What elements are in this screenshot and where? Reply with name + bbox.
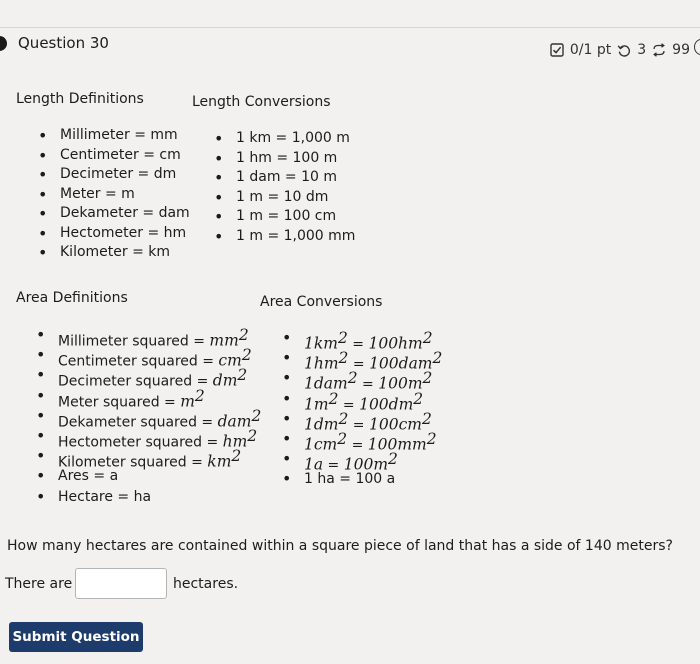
- length-definition-item: • Dekameter = dam: [38, 204, 190, 224]
- conversion-rhs: 100hm: [368, 334, 423, 353]
- length-conversion-item: • 1 m = 10 dm: [214, 188, 355, 208]
- exponent: 2: [421, 409, 432, 428]
- checkbox-icon: [550, 43, 564, 57]
- area-definition-text: Hectometer squared =: [58, 434, 223, 451]
- exponent: 2: [251, 406, 262, 425]
- area-definition-text: Ares = a: [58, 468, 119, 485]
- conversion-lhs: 1cm: [304, 435, 338, 454]
- question-title: Question 30: [18, 34, 109, 52]
- attempts-count: 99: [672, 42, 690, 58]
- area-unit-symbol: m: [180, 392, 195, 411]
- exponent: 2: [238, 326, 249, 344]
- area-definition-text: Millimeter squared =: [58, 333, 210, 350]
- area-conversion-item: • 1 ha = 100 a: [282, 469, 442, 489]
- submit-question-button[interactable]: Submit Question: [9, 622, 143, 652]
- length-conversion-item: • 1 dam = 10 m: [214, 168, 355, 188]
- area-conversion-item: [282, 368, 442, 394]
- area-definition-text: Dekameter squared =: [58, 414, 218, 431]
- area-definition-text: Kilometer squared =: [58, 454, 208, 471]
- length-definition-item: • Millimeter = mm: [38, 126, 190, 146]
- length-definition-item: • Hectometer = hm: [38, 224, 190, 244]
- answer-suffix: hectares.: [173, 576, 239, 592]
- area-definition-item: [36, 487, 261, 507]
- length-conversions-title: Length Conversions: [192, 94, 331, 110]
- length-conversion-item: • 1 m = 1,000 mm: [214, 227, 355, 247]
- length-definition-item: • Kilometer = km: [38, 243, 190, 263]
- equals-sign: =: [348, 356, 370, 373]
- area-definition-item: [36, 446, 261, 471]
- area-unit-symbol: hm: [222, 432, 248, 451]
- answer-prefix: There are: [5, 576, 73, 592]
- area-definition-item: [36, 365, 261, 391]
- equals-sign: =: [357, 377, 379, 394]
- conversion-lhs: 1km: [304, 334, 338, 353]
- undo-icon[interactable]: [617, 43, 631, 57]
- length-definition-item: • Meter = m: [38, 185, 190, 205]
- conversion-lhs: 1m: [304, 395, 329, 414]
- area-conversion-item: [282, 389, 442, 414]
- area-conversion-item: [282, 449, 442, 474]
- conversion-lhs: 1dm: [304, 415, 339, 434]
- area-unit-symbol: cm: [218, 351, 242, 370]
- conversion-lhs: 1hm: [304, 354, 339, 373]
- area-unit-symbol: dm: [212, 372, 238, 391]
- question-status-dot: [0, 36, 7, 51]
- area-conversions-list: [282, 328, 442, 490]
- conversion-rhs: 100mm: [367, 435, 427, 454]
- equals-sign: =: [338, 397, 360, 414]
- exponent: 2: [337, 329, 348, 347]
- area-definition-text: Decimeter squared =: [58, 374, 213, 391]
- length-definition-item: • Centimeter = cm: [38, 146, 190, 166]
- conversion-rhs: 100cm: [369, 415, 422, 434]
- conversion-rhs: 100m: [378, 375, 423, 394]
- area-definition-item: [36, 426, 261, 451]
- area-conversions-title: Area Conversions: [260, 294, 383, 310]
- area-conversion-item: [282, 409, 442, 434]
- exponent: 2: [347, 369, 358, 388]
- info-icon[interactable]: [694, 39, 700, 55]
- conversion-lhs: 1a: [304, 455, 324, 474]
- exponent: 2: [194, 386, 205, 405]
- exponent: 2: [338, 349, 349, 368]
- equals-sign: =: [347, 336, 369, 353]
- length-conversion-item: • 1 m = 100 cm: [214, 207, 355, 227]
- length-conversion-item: • 1 hm = 100 m: [214, 149, 355, 169]
- exponent: 2: [241, 346, 252, 365]
- exponent: 2: [422, 329, 433, 347]
- exponent: 2: [237, 366, 248, 385]
- equals-sign: =: [347, 437, 368, 454]
- question-meta: [550, 42, 690, 58]
- area-conversion-item: [282, 348, 443, 373]
- area-unit-symbol: km: [207, 452, 232, 471]
- area-conversion-item: [282, 328, 442, 353]
- area-definition-item: [36, 406, 262, 431]
- exponent: 2: [337, 429, 348, 448]
- exponent: 2: [413, 389, 424, 408]
- retries-count: 3: [637, 42, 647, 58]
- area-definition-text: Centimeter squared =: [58, 353, 219, 370]
- exponent: 2: [231, 447, 242, 466]
- conversion-rhs: 100m: [343, 455, 389, 474]
- area-unit-symbol: mm: [209, 331, 239, 350]
- length-definitions-list: [38, 126, 190, 263]
- exponent: 2: [422, 369, 433, 388]
- exponent: 2: [432, 349, 443, 368]
- area-definition-item: [36, 466, 261, 486]
- area-definitions-title: Area Definitions: [16, 290, 128, 306]
- area-unit-symbol: dam: [217, 412, 252, 431]
- length-definition-item: • Decimeter = dm: [38, 165, 190, 185]
- area-definition-text: Hectare = ha: [58, 488, 152, 505]
- question-prompt: How many hectares are contained within a square piece of land that has a side of 140 meters?: [7, 538, 673, 554]
- length-definitions-title: Length Definitions: [16, 91, 144, 107]
- answer-input[interactable]: [75, 568, 167, 599]
- score-text: 0/1 pt: [569, 42, 612, 58]
- exponent: 2: [328, 389, 339, 408]
- conversion-rhs: 100dm: [359, 395, 414, 414]
- exponent: 2: [426, 429, 437, 448]
- exponent: 2: [388, 450, 398, 469]
- area-definition-item: [36, 386, 261, 411]
- area-conversion-item: [282, 429, 442, 454]
- length-conversions-list: [214, 129, 355, 246]
- retry-icon[interactable]: [652, 43, 666, 57]
- area-definition-text: Meter squared =: [58, 394, 181, 411]
- equals-sign: =: [348, 417, 369, 434]
- exponent: 2: [338, 409, 349, 428]
- area-definition-item: [36, 325, 261, 350]
- conversion-lhs: 1dam: [304, 375, 348, 394]
- equals-sign: =: [323, 457, 344, 474]
- exponent: 2: [247, 426, 258, 445]
- top-divider: [0, 27, 700, 28]
- conversion-rhs: 100dam: [369, 354, 433, 373]
- area-definitions-list: [36, 325, 261, 507]
- length-conversion-item: • 1 km = 1,000 m: [214, 129, 355, 149]
- area-definition-item: [36, 345, 261, 370]
